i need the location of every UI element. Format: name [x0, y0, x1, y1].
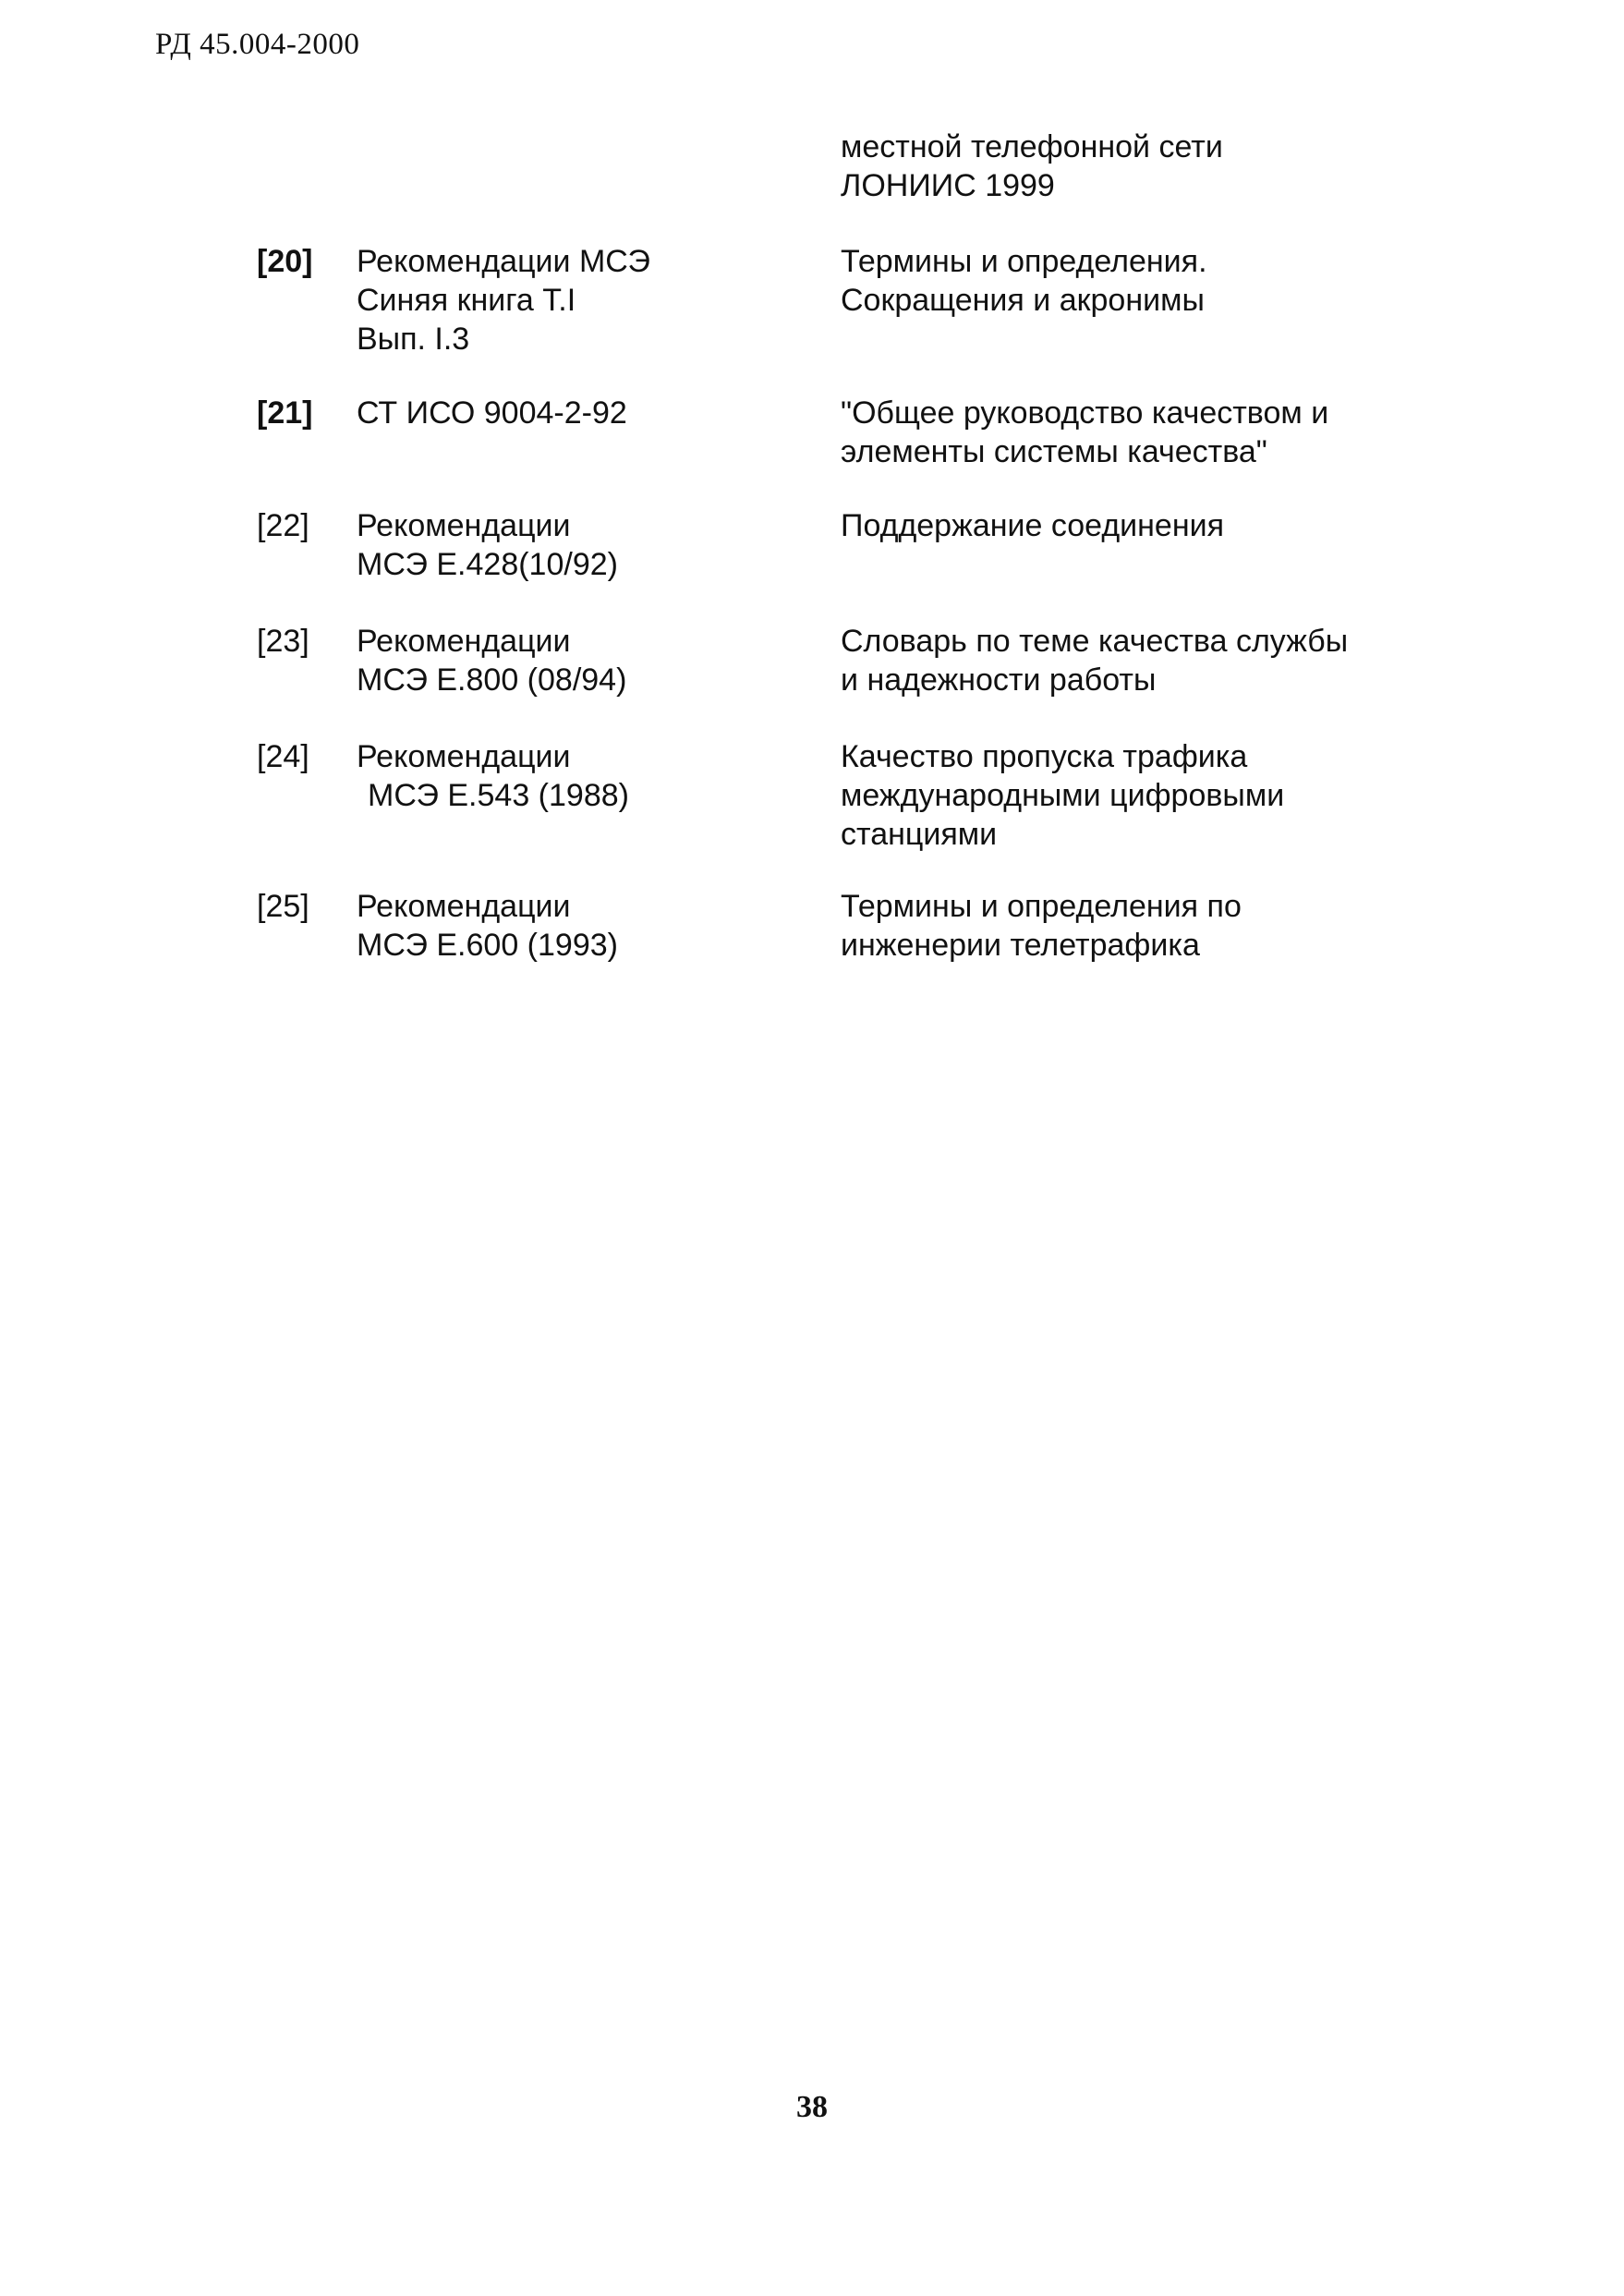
- reference-title-line: международными цифровыми: [841, 778, 1285, 813]
- reference-number: [24]: [257, 739, 309, 774]
- reference-source-line: Рекомендации: [357, 624, 571, 659]
- reference-item-25: [257, 887, 1458, 970]
- reference-source: [357, 242, 818, 358]
- reference-source-line: Рекомендации: [357, 739, 571, 774]
- reference-title-line: Сокращения и акронимы: [841, 283, 1205, 318]
- reference-source-line: МСЭ Е.600 (1993): [357, 928, 618, 963]
- reference-number: [21]: [257, 395, 313, 431]
- reference-source: [357, 887, 818, 965]
- reference-source: [357, 737, 818, 815]
- reference-title: [841, 394, 1441, 471]
- reference-title-line: и надежности работы: [841, 662, 1157, 698]
- reference-title-line: Термины и определения по: [841, 889, 1242, 924]
- continued-reference-title: [841, 128, 1223, 205]
- reference-title: [841, 887, 1441, 965]
- reference-title-line: Словарь по теме качества службы: [841, 624, 1349, 659]
- reference-title-line: "Общее руководство качеством и: [841, 395, 1329, 431]
- reference-item-22: [257, 506, 1458, 622]
- reference-title-line: Термины и определения.: [841, 244, 1207, 279]
- reference-title: [841, 737, 1441, 854]
- reference-title-line: Поддержание соединения: [841, 508, 1225, 543]
- reference-number: [23]: [257, 624, 309, 659]
- reference-source: [357, 506, 818, 584]
- reference-item-21: [257, 394, 1458, 506]
- reference-item-20: [257, 242, 1458, 394]
- reference-source-line: Рекомендации: [357, 889, 571, 924]
- reference-source-line: Рекомендации МСЭ: [357, 244, 650, 279]
- reference-item-23: [257, 622, 1458, 737]
- reference-number: [25]: [257, 889, 309, 924]
- reference-source: [357, 622, 818, 699]
- reference-item-24: [257, 737, 1458, 887]
- continuation-line: ЛОНИИС 1999: [841, 168, 1055, 203]
- reference-source-line: Рекомендации: [357, 508, 571, 543]
- continuation-line: местной телефонной сети: [841, 129, 1223, 164]
- reference-title: [841, 506, 1441, 545]
- reference-title: [841, 242, 1441, 320]
- reference-number: [20]: [257, 244, 313, 279]
- reference-source-line: МСЭ Е.800 (08/94): [357, 662, 627, 698]
- reference-number: [22]: [257, 508, 309, 543]
- reference-source-line: МСЭ Е.428(10/92): [357, 547, 618, 582]
- reference-source-line: МСЭ Е.543 (1988): [368, 778, 629, 813]
- reference-source-line: СТ ИСО 9004-2-92: [357, 395, 627, 431]
- reference-title: [841, 622, 1441, 699]
- page-number: 38: [796, 2090, 828, 2124]
- reference-title-line: элементы системы качества": [841, 434, 1267, 469]
- references-list: [257, 242, 1458, 970]
- reference-title-line: инженерии телетрафика: [841, 928, 1200, 963]
- reference-source: [357, 394, 818, 432]
- reference-source-line: Вып. I.3: [357, 322, 470, 357]
- reference-title-line: станциями: [841, 817, 998, 852]
- reference-source-line: Синяя книга Т.I: [357, 283, 576, 318]
- document-code-header: РД 45.004-2000: [155, 28, 360, 61]
- reference-title-line: Качество пропуска трафика: [841, 739, 1248, 774]
